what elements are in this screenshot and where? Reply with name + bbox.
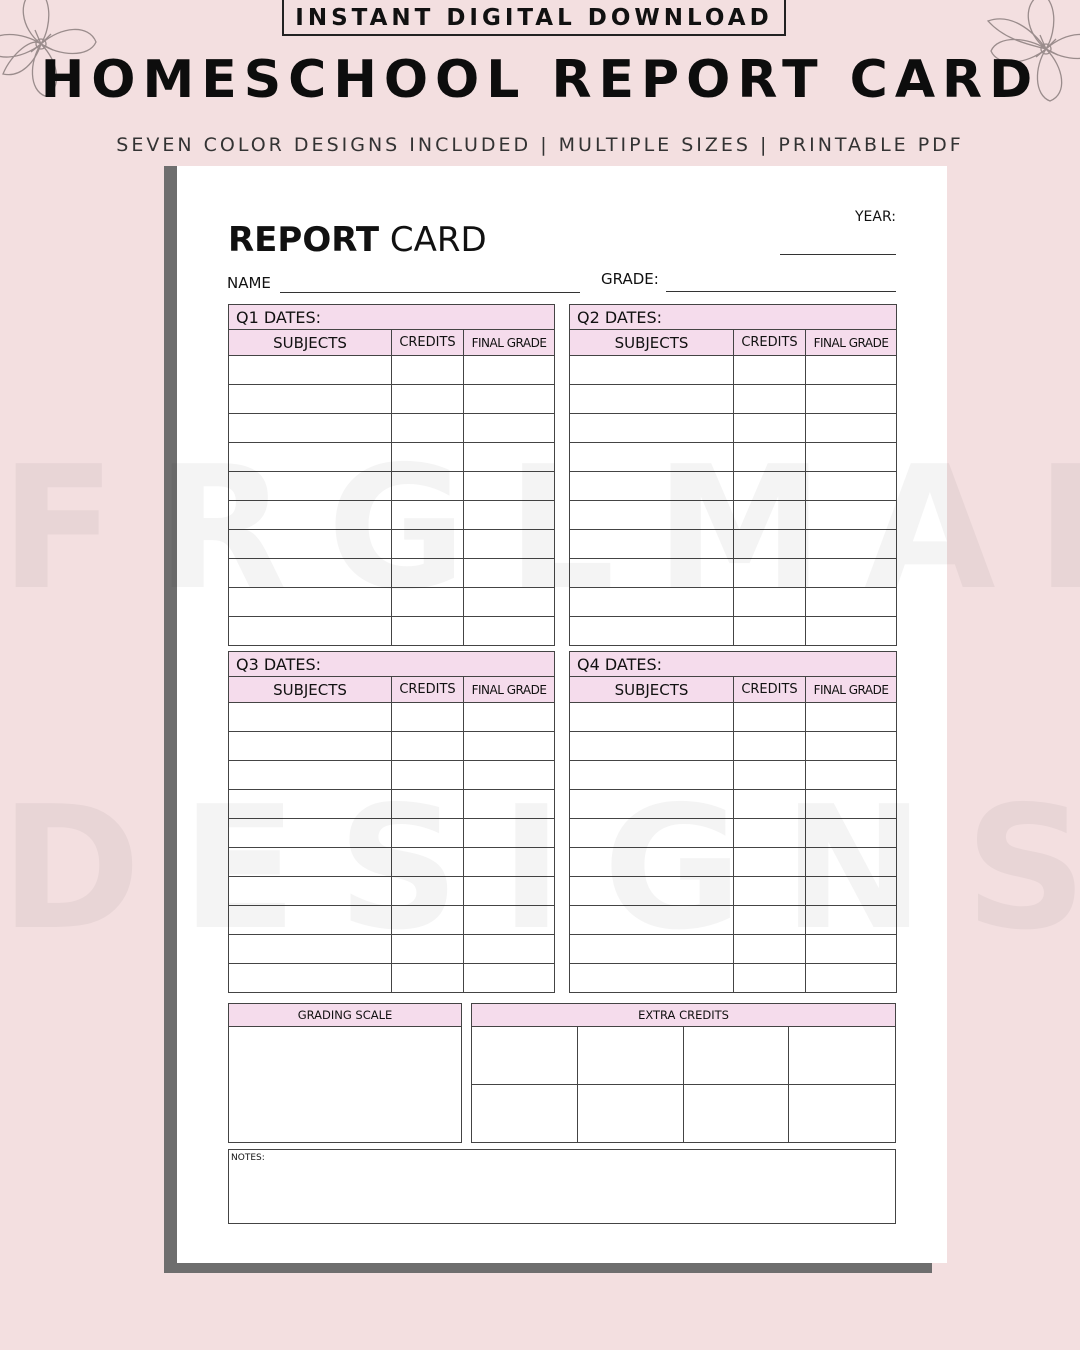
year-field-line [780,254,896,255]
table-row [570,877,897,906]
table-row [229,501,555,530]
name-label: NAME [227,274,271,292]
table-row [229,703,555,732]
extra-credits-grid [472,1027,895,1142]
name-field-line [280,292,580,293]
quarter-dates-label: Q1 DATES: [229,305,555,330]
table-row [570,761,897,790]
extra-credit-cell [684,1027,790,1085]
table-row [229,906,555,935]
table-row [229,588,555,617]
table-row [570,472,897,501]
column-header-final-grade: FINAL GRADE [464,330,555,356]
table-row [229,732,555,761]
column-header-credits: CREDITS [734,677,806,703]
extra-credit-cell [684,1085,790,1142]
column-header-credits: CREDITS [392,677,464,703]
column-header-subjects: SUBJECTS [570,677,734,703]
table-row [229,935,555,964]
table-row [570,906,897,935]
table-row [570,935,897,964]
table-row [570,964,897,993]
column-header-final-grade: FINAL GRADE [806,677,897,703]
table-row [570,790,897,819]
product-title: HOMESCHOOL REPORT CARD [40,50,1040,110]
extra-credit-cell [472,1027,578,1085]
table-row [570,588,897,617]
table-row [229,559,555,588]
table-row [570,617,897,646]
table-row [570,703,897,732]
product-subtitle: SEVEN COLOR DESIGNS INCLUDED | MULTIPLE SIZES | PRINTABLE PDF [116,134,964,156]
table-row [570,385,897,414]
extra-credit-cell [472,1085,578,1142]
table-row [570,443,897,472]
extra-credits-label: EXTRA CREDITS [472,1004,895,1027]
table-row [229,443,555,472]
table-row [570,356,897,385]
table-row [570,559,897,588]
grade-label: GRADE: [601,270,659,288]
table-row [229,877,555,906]
extra-credits-box [471,1003,896,1143]
quarter-table-q1 [228,304,555,646]
report-card-title: REPORT CARD [228,220,487,260]
quarter-table-q4 [569,651,897,993]
quarter-dates-label: Q2 DATES: [570,305,897,330]
table-row [229,356,555,385]
grading-scale-label: GRADING SCALE [229,1004,461,1027]
grade-field-line [666,291,896,292]
year-label: YEAR: [855,209,896,225]
table-row [229,964,555,993]
table-row [229,414,555,443]
extra-credit-cell [578,1027,684,1085]
column-header-final-grade: FINAL GRADE [806,330,897,356]
column-header-final-grade: FINAL GRADE [464,677,555,703]
column-header-credits: CREDITS [392,330,464,356]
quarter-dates-label: Q4 DATES: [570,652,897,677]
column-header-subjects: SUBJECTS [570,330,734,356]
extra-credit-cell [789,1027,895,1085]
quarter-dates-label: Q3 DATES: [229,652,555,677]
table-row [229,472,555,501]
table-row [570,848,897,877]
table-row [229,761,555,790]
column-header-credits: CREDITS [734,330,806,356]
quarter-table-q3 [228,651,555,993]
table-row [229,530,555,559]
table-row [570,414,897,443]
column-header-subjects: SUBJECTS [229,330,392,356]
table-row [229,819,555,848]
column-header-subjects: SUBJECTS [229,677,392,703]
grading-scale-box [228,1003,462,1143]
table-row [570,819,897,848]
table-row [570,501,897,530]
table-row [229,617,555,646]
quarter-table-q2 [569,304,897,646]
notes-label: NOTES: [231,1153,265,1163]
table-row [229,848,555,877]
instant-download-banner: INSTANT DIGITAL DOWNLOAD [282,0,786,36]
table-row [570,732,897,761]
table-row [570,530,897,559]
table-row [229,385,555,414]
extra-credit-cell [578,1085,684,1142]
table-row [229,790,555,819]
notes-box [228,1149,896,1224]
extra-credit-cell [789,1085,895,1142]
